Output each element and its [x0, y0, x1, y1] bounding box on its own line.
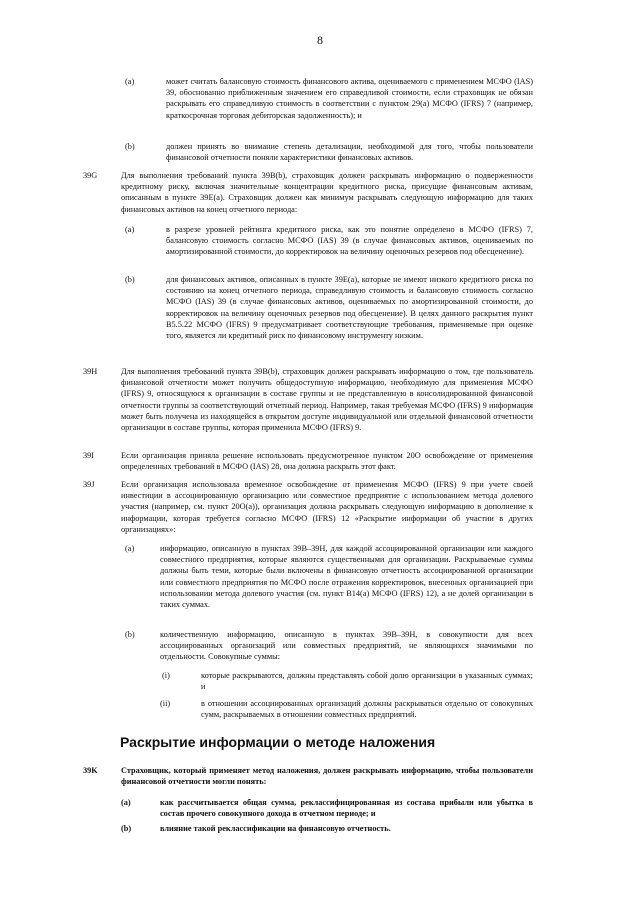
paragraph-number: 39I — [83, 451, 95, 460]
paragraph: количественную информацию, описанную в пунктах 39B–39H, в совокупности для всех ассоциированных организаций или совместных предприятий, не являющихся значимыми по отдельности. Совокупные суммы: — [160, 630, 533, 662]
paragraph: которые раскрываются, должны представлять собой долю организации в указанных суммах; и — [201, 671, 533, 692]
item-label: (b) — [125, 142, 135, 151]
item-label: (a) — [121, 798, 131, 807]
item-label: (a) — [125, 77, 135, 86]
paragraph-number: 39J — [83, 480, 95, 489]
paragraph: Страховщик, который применяет метод наложения, должен раскрывать информацию, чтобы пользователи финансовой отчетности могли понять: — [121, 766, 533, 787]
paragraph: Если организация приняла решение использовать предусмотренное пунктом 20O освобождение от применения определенных требований в МСФО (IAS) 28, она должна раскрыть этот факт. — [121, 451, 533, 472]
paragraph-number: 39K — [83, 766, 98, 775]
paragraph: Для выполнения требований пункта 39B(b), страховщик должен раскрывать информацию о том, где пользователь финансовой отчетности может получить общедоступную информацию, необходимую для применения МСФО (IFRS) 9, относящуюся к организации в составе группы и не представленную в консолидированной финансовой отчетности группы за соответствующий отчетный период. Например, такая требуемая МСФО (IFRS) 9 информация может быть получена из находящейся в открытом доступе индивидуальной или отдельной финансовой отчетности организации в составе группы, которая применила МСФО (IFRS) 9. — [121, 367, 533, 433]
paragraph: в разрезе уровней рейтинга кредитного риска, как это понятие определено в МСФО (IFRS) 7, балансовую стоимость согласно МСФО (IAS) 39 (в случае финансовых активов, оцениваемых по амортизированной стоимости, до корректировок на величину оценочных резервов под обесценение). — [166, 225, 533, 257]
paragraph: для финансовых активов, описанных в пункте 39E(a), которые не имеют низкого кредитного риска по состоянию на конец отчетного периода, справедливую стоимость и балансовую стоимость согласно МСФО (IAS) 39 (в случае финансовых активов, оцениваемых по амортизированной стоимости, до корректировок на величину оценочных резервов под обесценение). В целях данного раскрытия пункт B5.5.22 МСФО (IFRS) 9 предусматривает соответствующие требования, применяемые при оценке того, является ли кредитный риск по финансовому инструменту низким. — [166, 275, 533, 341]
paragraph: как рассчитывается общая сумма, реклассифицированная из состава прибыли или убытка в состав прочего совокупного дохода в отчетном периоде; и — [160, 798, 533, 819]
item-label: (b) — [125, 630, 135, 639]
paragraph: Если организация использовала временное освобождение от применения МСФО (IFRS) 9 при учете своей инвестиции в ассоциированную организацию или совместное предприятие с использованием метода долевого участия (например, см. пункт 20O(a)), организация должна раскрывать следующую информацию в дополнение к информации, которая требуется согласно МСФО (IFRS) 12 «Раскрытие информации об участии в других организациях»: — [121, 480, 533, 534]
paragraph: может считать балансовую стоимость финансового актива, оцениваемого с применением МСФО (IAS) 39, обоснованно приближенным значением его справедливой стоимости, если страховщик не обязан раскрывать его справедливую стоимость в соответствии с пунктом 29(а) МСФО (IFRS) 7 (например, краткосрочная торговая дебиторская задолженность); и — [166, 77, 533, 120]
item-label: (b) — [121, 824, 132, 833]
paragraph: Для выполнения требований пункта 39B(b), страховщик должен раскрывать информацию о подверженности кредитному риску, включая значительные концентрации кредитного риска, присущие финансовым активам, описанным в пункте 39E(a). Страховщик должен как минимум раскрывать следующую информацию для таких финансовых активов на конец отчетного периода: — [121, 171, 533, 214]
paragraph-number: 39H — [83, 367, 98, 376]
item-label: (a) — [125, 544, 135, 553]
paragraph: должен принять во внимание степень детализации, необходимой для того, чтобы пользователи финансовой отчетности поняли характеристики финансовых активов. — [166, 142, 533, 163]
page-number: 8 — [317, 33, 323, 47]
item-label: (i) — [162, 671, 170, 680]
paragraph: влияние такой реклассификации на финансовую отчетность. — [160, 824, 391, 833]
paragraph: информацию, описанную в пунктах 39B–39H, для каждой ассоциированной организации или каждого совместного предприятия, которые являются существенными для организации. Раскрываемые суммы должны быть теми, которые были включены в финансовую отчетность ассоциированной организации или совместного предприятия по МСФО после отражения корректировок, внесенных организацией при использовании метода долевого участия (см. пункт B14(a) МСФО (IFRS) 12), а не долей организации в таких суммах. — [160, 544, 533, 610]
paragraph: в отношении ассоциированных организаций должны раскрываться отдельно от совокупных сумм, раскрываемых в отношении совместных предприятий. — [201, 699, 533, 720]
item-label: (ii) — [160, 699, 171, 708]
paragraph-number: 39G — [83, 171, 98, 180]
item-label: (a) — [125, 225, 135, 234]
section-heading: Раскрытие информации о методе наложения — [120, 734, 436, 750]
item-label: (b) — [125, 275, 135, 284]
